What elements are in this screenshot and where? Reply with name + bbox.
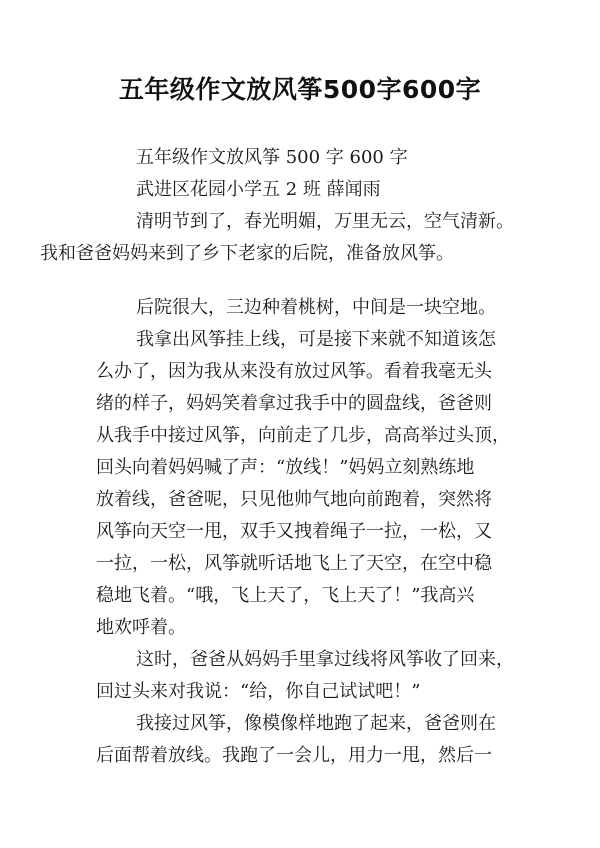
paragraph-line: 回头向着妈妈喊了声：“放线！”妈妈立刻熟练地 (96, 457, 475, 478)
paragraph-line: 回过头来对我说：“给，你自己试试吧！” (96, 681, 421, 702)
paragraph-line: 地欢呼着。 (96, 617, 186, 638)
paragraph-line: 这时，爸爸从妈妈手里拿过线将风筝收了回来， (136, 649, 514, 670)
paragraph-line: 一拉，一松，风筝就听话地飞上了天空，在空中稳 (96, 553, 492, 574)
document-body (40, 142, 520, 772)
paragraph-line: 么办了，因为我从来没有放过风筝。看着我毫无头 (96, 361, 492, 382)
paragraph-line: 绪的样子，妈妈笑着拿过我手中的圆盘线，爸爸则 (96, 393, 492, 414)
paragraph-line: 后面帮着放线。我跑了一会儿，用力一甩，然后一 (96, 745, 492, 766)
paragraph-gap (96, 270, 520, 292)
paragraph-line: 我和爸爸妈妈来到了乡下老家的后院，准备放风筝。 (40, 243, 454, 264)
paragraph-line: 我接过风筝，像模像样地跑了起来，爸爸则在 (136, 713, 496, 734)
paragraph-line: 稳地飞着。“哦，飞上天了，飞上天了！”我高兴 (96, 585, 475, 606)
paragraph-line: 风筝向天空一甩，双手又拽着绳子一拉，一松，又 (96, 521, 492, 542)
paragraph-line: 后院很大，三边种着桃树，中间是一块空地。 (136, 297, 496, 318)
document-title: 五年级作文放风筝500字600字 (118, 75, 482, 104)
paragraph-line: 从我手中接过风筝，向前走了几步，高高举过头顶， (96, 425, 510, 446)
paragraph-line: 放着线，爸爸呢，只见他帅气地向前跑着，突然将 (96, 489, 492, 510)
paragraph-line: 清明节到了，春光明媚，万里无云，空气清新。 (136, 211, 514, 232)
paragraph-line: 我拿出风筝挂上线，可是接下来就不知道该怎 (136, 329, 496, 350)
subtitle-line: 五年级作文放风筝 500 字 600 字 (136, 147, 408, 168)
author-line: 武进区花园小学五 2 班 薛闻雨 (136, 179, 381, 200)
